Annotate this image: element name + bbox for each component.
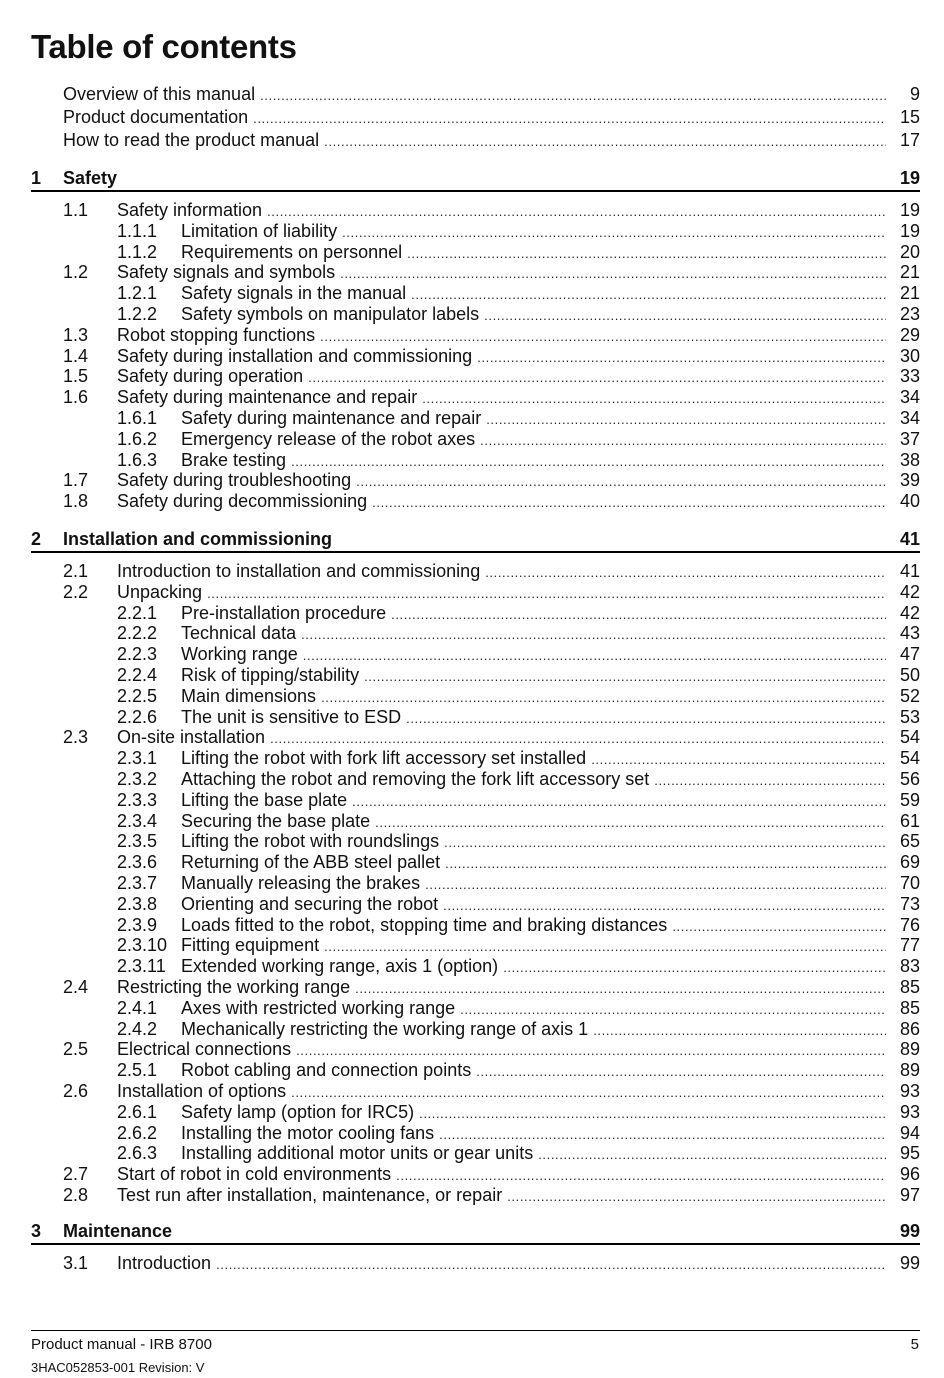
dot-leader	[364, 666, 886, 687]
toc-entry-title: Restricting the working range	[117, 977, 351, 997]
dot-leader	[419, 1103, 886, 1124]
dot-leader	[396, 1165, 886, 1186]
toc-entry-page: 43	[899, 623, 920, 644]
dot-leader	[593, 1020, 886, 1041]
dot-leader	[260, 85, 886, 106]
dot-leader	[301, 624, 886, 645]
dot-leader	[340, 263, 886, 284]
toc-entry-page: 93	[899, 1101, 920, 1122]
toc-entry-number: 2.6.1	[117, 1101, 158, 1122]
toc-entry-title: Test run after installation, maintenance, or repair	[117, 1185, 503, 1205]
toc-entry-title: Lifting the robot with roundslings	[181, 831, 440, 852]
toc-entry-title: Introduction to installation and commissioning	[117, 561, 481, 581]
toc-entry-title: Safety during decommissioning	[117, 491, 368, 512]
dot-leader	[391, 604, 886, 625]
footer-divider	[31, 1330, 920, 1331]
toc-subsection-entry[interactable]	[117, 644, 920, 666]
toc-entry-title: Requirements on personnel	[181, 241, 403, 262]
toc-entry-number: 1.1.1	[117, 220, 158, 241]
toc-entry-title: The unit is sensitive to ESD	[181, 706, 402, 727]
dot-leader	[308, 367, 886, 388]
toc-entry-title: Emergency release of the robot axes	[181, 428, 476, 449]
toc-entry-title: Robot stopping functions	[117, 324, 316, 345]
toc-subsection-entry[interactable]	[117, 242, 920, 264]
toc-entry-page: 93	[899, 1081, 920, 1101]
dot-leader	[303, 645, 886, 666]
toc-entry-page: 29	[899, 324, 920, 345]
footer-document-id: 3HAC052853-001 Revision: V	[31, 1360, 205, 1375]
toc-entry-number: 2.3.1	[117, 748, 158, 769]
dot-leader	[445, 853, 886, 874]
toc-entry-number: 2.2.3	[117, 644, 158, 665]
toc-subsection-entry[interactable]	[117, 283, 920, 305]
toc-entry-page: 15	[899, 107, 920, 127]
toc-entry-page: 23	[899, 304, 920, 324]
chapter-page: 41	[899, 529, 920, 549]
chapter-page: 19	[899, 168, 920, 188]
dot-leader	[324, 936, 886, 957]
toc-subsection-entry[interactable]	[117, 811, 920, 833]
toc-entry-page: 19	[899, 200, 920, 220]
toc-entry-page: 69	[899, 852, 920, 873]
toc-entry-page: 21	[899, 262, 920, 283]
page-title: Table of contents	[31, 28, 297, 65]
toc-entry-number: 2.6.3	[117, 1143, 158, 1164]
toc-entry-title: Electrical connections	[117, 1039, 292, 1060]
dot-leader	[216, 1254, 886, 1275]
toc-entry-page: 95	[899, 1143, 920, 1164]
toc-entry-title: Product documentation	[63, 107, 249, 127]
toc-entry-page: 21	[899, 283, 920, 304]
toc-entry-page: 85	[899, 977, 920, 997]
toc-entry-number: 2.3.2	[117, 769, 158, 789]
toc-entry-number: 2.6.2	[117, 1122, 158, 1143]
toc-subsection-entry[interactable]	[117, 1123, 920, 1145]
toc-entry-page: 77	[899, 935, 920, 956]
toc-entry-number: 2.2.5	[117, 685, 158, 706]
toc-entry-title: Safety during maintenance and repair	[117, 387, 418, 408]
toc-entry-number: 1.6.3	[117, 449, 158, 470]
toc-subsection-entry[interactable]	[117, 998, 920, 1020]
toc-entry-number: 2.7	[63, 1164, 89, 1185]
toc-entry-page: 54	[899, 727, 920, 748]
toc-subsection-entry[interactable]	[117, 429, 920, 451]
toc-entry-number: 2.3.6	[117, 852, 158, 873]
toc-subsection-entry[interactable]	[117, 1019, 920, 1041]
toc-entry-title: Safety signals in the manual	[181, 283, 407, 304]
toc-entry-number: 2.3.5	[117, 831, 158, 852]
dot-leader	[207, 583, 886, 604]
toc-entry-page: 37	[899, 428, 920, 449]
toc-entry-title: Safety during maintenance and repair	[181, 408, 482, 428]
toc-entry-page: 9	[909, 84, 920, 104]
dot-leader	[672, 916, 886, 937]
dot-leader	[503, 957, 886, 978]
toc-entry-title: Unpacking	[117, 581, 203, 602]
toc-section-entry[interactable]	[63, 561, 920, 583]
dot-leader	[291, 451, 886, 472]
dot-leader	[477, 347, 886, 368]
toc-entry-number: 1.6.2	[117, 428, 158, 449]
toc-section-entry[interactable]	[63, 727, 920, 749]
chapter-title: Safety	[63, 168, 118, 188]
toc-subsection-entry[interactable]	[117, 831, 920, 853]
dot-leader	[486, 409, 886, 430]
dot-leader	[296, 1040, 886, 1061]
toc-entry-number: 2.5	[63, 1039, 89, 1060]
toc-section-entry[interactable]	[63, 582, 920, 604]
toc-entry-page: 61	[899, 810, 920, 831]
toc-section-entry[interactable]	[63, 1164, 920, 1186]
dot-leader	[270, 728, 886, 749]
dot-leader	[476, 1061, 886, 1082]
toc-section-entry[interactable]	[63, 1081, 920, 1103]
toc-subsection-entry[interactable]	[117, 1060, 920, 1082]
toc-entry-title: Orienting and securing the robot	[181, 893, 439, 914]
toc-entry-page: 50	[899, 665, 920, 685]
toc-entry-page: 34	[899, 387, 920, 408]
toc-subsection-entry[interactable]	[117, 665, 920, 687]
toc-section-entry[interactable]	[63, 325, 920, 347]
dot-leader	[654, 770, 886, 791]
toc-entry-page: 47	[899, 644, 920, 665]
toc-entry-page: 52	[899, 685, 920, 706]
toc-entry-page: 33	[899, 366, 920, 387]
toc-subsection-entry[interactable]	[117, 935, 920, 957]
dot-leader	[356, 471, 886, 492]
toc-entry-page: 96	[899, 1164, 920, 1185]
toc-entry-title: Manually releasing the brakes	[181, 873, 421, 893]
chapter-title: Maintenance	[63, 1221, 173, 1241]
toc-subsection-entry[interactable]	[117, 1102, 920, 1124]
toc-entry-title: Axes with restricted working range	[181, 997, 456, 1018]
toc-subsection-entry[interactable]	[117, 956, 920, 978]
toc-section-entry[interactable]	[63, 491, 920, 513]
dot-leader	[422, 388, 886, 409]
toc-entry-page: 19	[899, 220, 920, 241]
footer-manual-title: Product manual - IRB 8700	[31, 1336, 212, 1353]
toc-entry-page: 70	[899, 873, 920, 893]
toc-entry-title: Safety during installation and commissioning	[117, 345, 473, 366]
toc-entry-title: Limitation of liability	[181, 220, 338, 241]
dot-leader	[591, 749, 886, 770]
toc-entry-number: 3.1	[63, 1253, 89, 1273]
toc-entry-number: 2.5.1	[117, 1060, 158, 1081]
dot-leader	[291, 1082, 886, 1103]
toc-front-entry[interactable]	[63, 107, 920, 129]
toc-entry-title: Brake testing	[181, 449, 287, 470]
toc-entry-number: 1.8	[63, 491, 89, 512]
toc-section-entry[interactable]	[63, 387, 920, 409]
dot-leader	[342, 222, 886, 243]
toc-section-entry[interactable]	[63, 1039, 920, 1061]
chapter-heading[interactable]	[31, 529, 920, 553]
toc-entry-page: 83	[899, 956, 920, 977]
toc-entry-number: 2.4.2	[117, 1018, 158, 1039]
dot-leader	[253, 108, 886, 129]
toc-entry-number: 1.3	[63, 324, 89, 345]
dot-leader	[267, 201, 886, 222]
toc-entry-number: 2.3	[63, 727, 89, 748]
dot-leader	[425, 874, 886, 895]
chapter-number: 1	[31, 168, 42, 188]
toc-entry-number: 2.1	[63, 561, 89, 581]
toc-entry-title: Introduction	[117, 1253, 212, 1273]
toc-entry-page: 99	[899, 1253, 920, 1273]
dot-leader	[411, 284, 886, 305]
toc-entry-title: Lifting the robot with fork lift accessory set installed	[181, 748, 587, 769]
toc-entry-number: 2.3.3	[117, 789, 158, 810]
toc-section-entry[interactable]	[63, 977, 920, 999]
toc-entry-title: Installation of options	[117, 1081, 287, 1101]
toc-entry-title: Mechanically restricting the working range of axis 1	[181, 1018, 589, 1039]
toc-section-entry[interactable]	[63, 262, 920, 284]
toc-entry-title: Start of robot in cold environments	[117, 1164, 392, 1185]
toc-section-entry[interactable]	[63, 346, 920, 368]
dot-leader	[443, 895, 886, 916]
toc-entry-number: 2.3.11	[117, 956, 166, 977]
toc-subsection-entry[interactable]	[117, 873, 920, 895]
toc-entry-number: 2.4.1	[117, 997, 158, 1018]
toc-entry-number: 2.3.4	[117, 810, 158, 831]
toc-entry-number: 2.3.10	[117, 935, 168, 956]
toc-entry-title: Main dimensions	[181, 685, 317, 706]
chapter-title: Installation and commissioning	[63, 529, 333, 549]
toc-entry-title: How to read the product manual	[63, 130, 320, 150]
toc-entry-number: 1.6.1	[117, 408, 158, 428]
dot-leader	[439, 1124, 886, 1145]
toc-entry-number: 2.4	[63, 977, 89, 997]
toc-entry-title: On-site installation	[117, 727, 266, 748]
dot-leader	[460, 999, 886, 1020]
footer-page-number: 5	[910, 1336, 919, 1353]
toc-entry-title: Installing additional motor units or gear units	[181, 1143, 534, 1164]
toc-entry-number: 2.6	[63, 1081, 89, 1101]
toc-entry-title: Lifting the base plate	[181, 789, 348, 810]
toc-subsection-entry[interactable]	[117, 894, 920, 916]
dot-leader	[372, 492, 886, 513]
toc-entry-page: 54	[899, 748, 920, 769]
toc-front-entry[interactable]	[63, 84, 920, 106]
toc-entry-number: 1.4	[63, 345, 89, 366]
chapter-heading[interactable]	[31, 1221, 920, 1245]
toc-entry-title: Working range	[181, 644, 298, 665]
toc-subsection-entry[interactable]	[117, 852, 920, 874]
toc-subsection-entry[interactable]	[117, 603, 920, 625]
toc-section-entry[interactable]	[63, 1253, 920, 1275]
dot-leader	[480, 430, 886, 451]
chapter-number: 3	[31, 1221, 42, 1241]
dot-leader	[321, 687, 886, 708]
toc-entry-page: 20	[899, 241, 920, 262]
toc-entry-page: 97	[899, 1185, 920, 1205]
toc-entry-page: 42	[899, 602, 920, 623]
toc-entry-page: 59	[899, 789, 920, 810]
dot-leader	[375, 812, 886, 833]
toc-entry-number: 2.8	[63, 1185, 89, 1205]
toc-entry-number: 2.3.9	[117, 914, 158, 935]
toc-subsection-entry[interactable]	[117, 707, 920, 729]
dot-leader	[444, 832, 886, 853]
toc-entry-page: 94	[899, 1122, 920, 1143]
toc-entry-title: Fitting equipment	[181, 935, 320, 956]
toc-subsection-entry[interactable]	[117, 748, 920, 770]
toc-entry-title: Installing the motor cooling fans	[181, 1122, 435, 1143]
toc-entry-number: 2.2	[63, 581, 89, 602]
toc-section-entry[interactable]	[63, 200, 920, 222]
toc-subsection-entry[interactable]	[117, 408, 920, 430]
toc-entry-page: 86	[899, 1018, 920, 1039]
toc-entry-title: Robot cabling and connection points	[181, 1060, 472, 1081]
toc-subsection-entry[interactable]	[117, 623, 920, 645]
dot-leader	[485, 562, 886, 583]
toc-entry-title: Loads fitted to the robot, stopping time and braking distances	[181, 914, 668, 935]
toc-entry-page: 65	[899, 831, 920, 852]
toc-entry-page: 42	[899, 581, 920, 602]
toc-entry-title: Securing the base plate	[181, 810, 371, 831]
toc-section-entry[interactable]	[63, 1185, 920, 1207]
toc-entry-page: 89	[899, 1060, 920, 1081]
dot-leader	[355, 978, 886, 999]
toc-entry-page: 40	[899, 491, 920, 512]
dot-leader	[507, 1186, 886, 1207]
toc-entry-page: 53	[899, 706, 920, 727]
dot-leader	[407, 243, 886, 264]
toc-subsection-entry[interactable]	[117, 450, 920, 472]
toc-subsection-entry[interactable]	[117, 915, 920, 937]
toc-subsection-entry[interactable]	[117, 769, 920, 791]
toc-entry-title: Returning of the ABB steel pallet	[181, 852, 441, 873]
toc-subsection-entry[interactable]	[117, 304, 920, 326]
dot-leader	[320, 326, 886, 347]
toc-entry-page: 76	[899, 914, 920, 935]
toc-entry-title: Safety lamp (option for IRC5)	[181, 1101, 415, 1122]
toc-entry-number: 1.2.2	[117, 304, 158, 324]
toc-subsection-entry[interactable]	[117, 686, 920, 708]
dot-leader	[352, 791, 886, 812]
toc-entry-page: 30	[899, 345, 920, 366]
toc-entry-title: Safety during troubleshooting	[117, 470, 352, 491]
toc-entry-number: 2.2.2	[117, 623, 158, 644]
toc-entry-title: Safety signals and symbols	[117, 262, 336, 283]
dot-leader	[538, 1144, 886, 1165]
chapter-heading[interactable]	[31, 168, 920, 192]
toc-entry-number: 2.2.6	[117, 706, 158, 727]
toc-subsection-entry[interactable]	[117, 1143, 920, 1165]
toc-entry-page: 39	[899, 470, 920, 491]
toc-entry-number: 1.5	[63, 366, 89, 387]
chapter-number: 2	[31, 529, 42, 549]
toc-entry-title: Safety during operation	[117, 366, 304, 387]
toc-entry-page: 89	[899, 1039, 920, 1060]
dot-leader	[324, 131, 886, 152]
toc-entry-title: Extended working range, axis 1 (option)	[181, 956, 499, 977]
toc-entry-number: 1.7	[63, 470, 89, 491]
toc-entry-page: 38	[899, 449, 920, 470]
toc-entry-number: 2.3.8	[117, 893, 158, 914]
toc-section-entry[interactable]	[63, 366, 920, 388]
toc-entry-title: Safety symbols on manipulator labels	[181, 304, 480, 324]
toc-entry-number: 1.6	[63, 387, 89, 408]
toc-entry-title: Safety information	[117, 200, 263, 220]
toc-entry-number: 1.1.2	[117, 241, 158, 262]
toc-entry-page: 41	[899, 561, 920, 581]
toc-subsection-entry[interactable]	[117, 790, 920, 812]
toc-entry-title: Pre-installation procedure	[181, 602, 387, 623]
toc-entry-title: Attaching the robot and removing the fork lift accessory set	[181, 769, 650, 789]
toc-entry-title: Technical data	[181, 623, 297, 644]
toc-entry-page: 34	[899, 408, 920, 428]
toc-entry-number: 2.2.1	[117, 602, 158, 623]
toc-entry-title: Risk of tipping/stability	[181, 665, 360, 685]
toc-section-entry[interactable]	[63, 470, 920, 492]
toc-subsection-entry[interactable]	[117, 221, 920, 243]
toc-entry-page: 73	[899, 893, 920, 914]
toc-entry-number: 1.1	[63, 200, 89, 220]
dot-leader	[406, 708, 886, 729]
toc-entry-number: 1.2.1	[117, 283, 158, 304]
toc-entry-page: 85	[899, 997, 920, 1018]
toc-front-entry[interactable]	[63, 130, 920, 152]
toc-entry-page: 56	[899, 769, 920, 789]
dot-leader	[484, 305, 886, 326]
toc-entry-number: 2.3.7	[117, 873, 158, 893]
chapter-page: 99	[899, 1221, 920, 1241]
toc-entry-title: Overview of this manual	[63, 84, 256, 104]
toc-entry-number: 1.2	[63, 262, 89, 283]
toc-entry-page: 17	[899, 130, 920, 150]
toc-entry-number: 2.2.4	[117, 665, 158, 685]
